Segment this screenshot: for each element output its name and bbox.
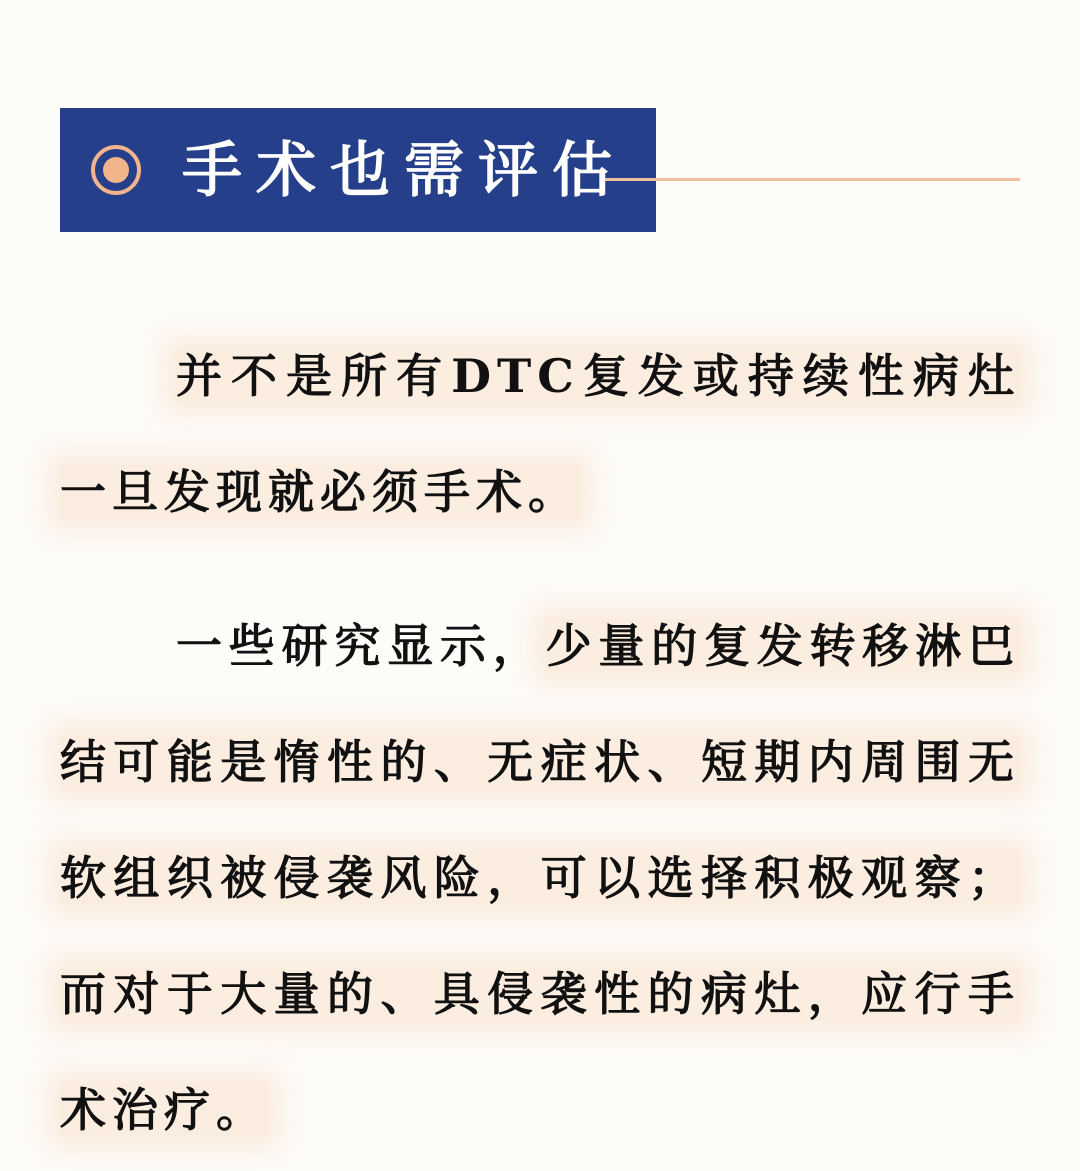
target-icon	[91, 145, 141, 195]
paragraph-2	[60, 588, 1020, 1168]
paragraph-1-text: 并不是所有DTC复发或持续性病灶一旦发现就必须手术。	[60, 349, 1020, 519]
section-title: 手术也需评估	[182, 136, 626, 206]
paragraph-1	[60, 318, 1020, 550]
paragraph-2-lead: 一些研究显示，	[176, 619, 546, 673]
header-rule-line	[600, 178, 1020, 181]
paragraph-2-highlight: 少量的复发转移淋巴结可能是惰性的、无症状、短期内周围无软组织被侵袭风险，可以选择积极观察；而对于大量的、具侵袭性的病灶，应行手术治疗。	[60, 619, 1021, 1137]
